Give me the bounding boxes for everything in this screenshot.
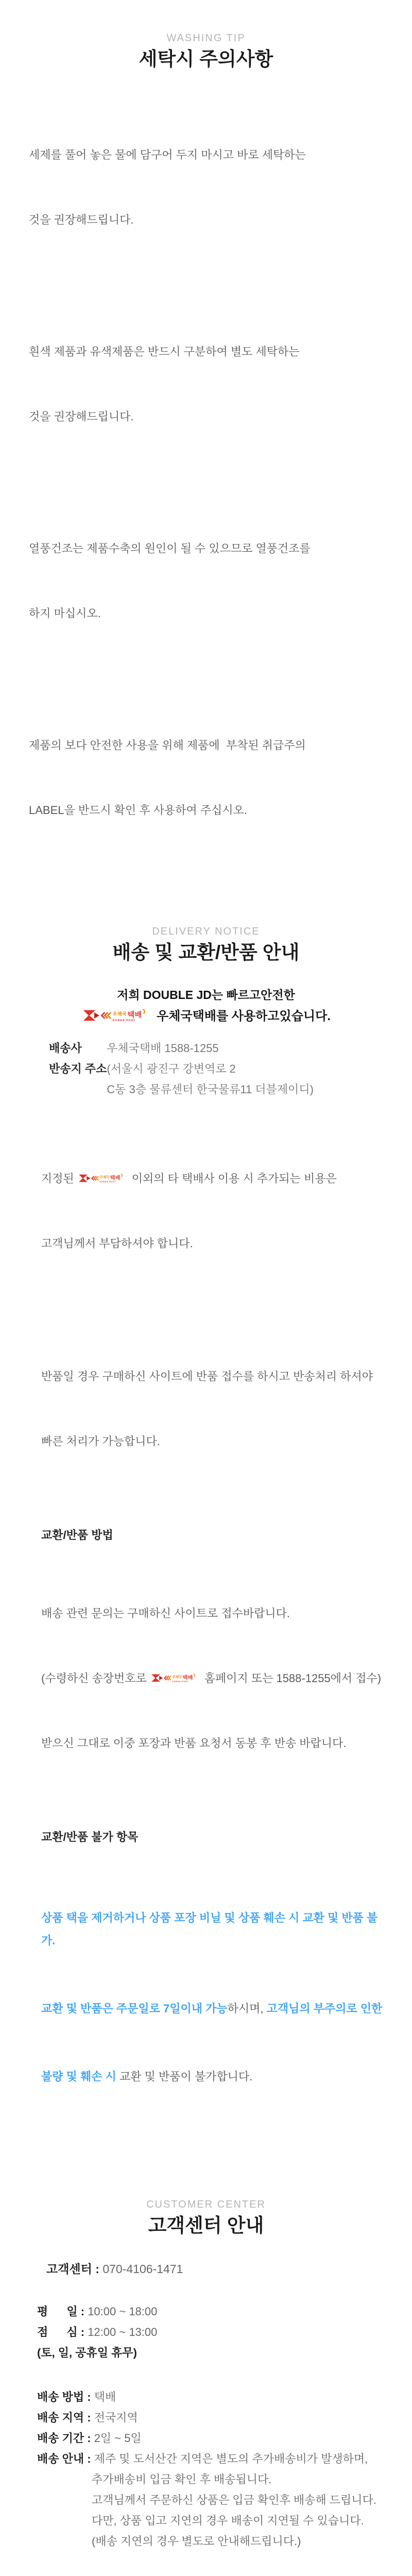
shipping-label: 배송 방법 [37,2391,84,2403]
phone-label: 고객센터 [46,2262,92,2276]
delivery-intro [0,986,412,1026]
label-separator: : [84,2391,94,2403]
text-line: 배송 관련 문의는 구매하신 사이트로 접수바랍니다. [41,1607,290,1620]
shipping-info [37,2387,391,2552]
text-line: 하지 마십시오. [29,607,101,620]
shipping-note-line: 고객님께서 주문하신 상품은 입금 확인후 배송해 드립니다. [92,2494,376,2506]
delivery-body [41,1125,391,2133]
text-line: 고객님께서 부담하셔야 합니다. [41,1237,193,1250]
text-segment: 교환 및 반품은 주문일로 7일이내 가능 [41,2002,228,2015]
business-hours [37,2301,391,2363]
hours-row [37,2301,391,2322]
shipping-value: 전국지역 [94,2411,138,2424]
svg-text:택배: 택배 [182,1675,193,1681]
svg-text:우체국: 우체국 [172,1675,182,1679]
return-paragraph [41,1323,391,1496]
shipping-note-line: 추가배송비 입금 확인 후 배송됩니다. [92,2473,272,2486]
delivery-eyebrow: DELIVERY NOTICE [152,926,260,937]
svg-text:우체국: 우체국 [99,1176,110,1179]
customer-phone-row [46,2261,412,2277]
text-segment: 홈페이지 또는 1588-1255에서 접수) [204,1672,382,1685]
carrier-paragraph [41,1125,391,1298]
shipping-value: 제주 및 도서산간 지역은 별도의 추가배송비가 발생하며, [94,2452,368,2465]
shipping-row [37,2408,391,2428]
exchange-method-heading: 교환/반품 방법 [41,1529,113,1541]
washing-title: 세탁시 주의사항 [139,48,273,70]
text-line [41,2065,391,2088]
svg-text:KOREA POST: KOREA POST [172,1680,188,1683]
phone-number: 070-4106-1471 [102,2262,183,2276]
info-row [49,1038,412,1059]
customer-center-section [0,2198,412,2552]
text-line: LABEL을 반드시 확인 후 사용하여 주십시오. [29,804,247,817]
text-line [41,1168,391,1190]
label-separator: : [84,2411,94,2424]
customer-title: 고객센터 안내 [148,2215,264,2236]
address-line: C동 3층 물류센터 한국물류11 더블제이디) [107,1083,314,1096]
shipping-value: 택배 [94,2391,116,2403]
svg-text:우체국: 우체국 [112,1011,127,1016]
text-line: 세제를 풀어 놓은 물에 담구어 두지 마시고 바로 세탁하는 [29,148,306,161]
intro-line-1: 저희 DOUBLE JD는 빠르고안전한 [117,988,295,1002]
delivery-title: 배송 및 교환/반품 안내 [112,942,300,963]
hours-value: 12:00 ~ 13:00 [88,2326,158,2338]
label-separator: : [84,2432,94,2445]
shipping-note-line: 다만, 상품 입고 지연의 경우 배송이 지연될 수 있습니다. [92,2514,364,2527]
text-line [41,1668,391,1689]
customer-eyebrow: CUSTOMER CENTER [146,2199,266,2210]
text-segment: 이외의 타 택배사 이용 시 추가되는 비용은 [131,1172,337,1185]
text-line [41,1997,391,2020]
shipping-label: 배송 기간 [37,2432,84,2445]
customer-body [37,2301,391,2552]
info-value [107,1059,314,1100]
shipping-row [37,2449,391,2469]
text-line: 상품 택을 제거하거나 상품 포장 비닐 및 상품 훼손 시 교환 및 반품 불가. [41,1911,378,1947]
text-line: 빠른 처리가 가능합니다. [41,1435,160,1448]
shipping-value: 2일 ~ 5일 [94,2432,142,2445]
label-separator: : [77,2305,88,2318]
text-line: 받으신 그대로 이중 포장과 반품 요청서 동봉 후 반송 바랍니다. [41,1737,347,1750]
closed-note: (토, 일, 공휴일 휴무) [37,2346,137,2359]
text-line: 제품의 보다 안전한 사용을 위해 제품에 부착된 취급주의 [29,739,306,752]
svg-text:KOREA POST: KOREA POST [99,1180,116,1183]
intro-line-2-text: 우체국택배를 사용하고있습니다. [157,1009,331,1023]
text-line: 열풍건조는 제품수축의 원인이 될 수 있으므로 열풍건조를 [29,542,311,555]
text-segment: 고객님의 부주의로 인한 [266,2002,383,2015]
text-line: 흰색 제품과 유색제품은 반드시 구분하여 별도 세탁하는 [29,345,300,358]
text-line: 것을 권장해드립니다. [29,213,134,226]
info-value: 우체국택배 1588-1255 [107,1042,219,1055]
delivery-info-rows [49,1038,412,1100]
info-row [49,1059,412,1100]
korea-post-logo-icon [78,1172,128,1184]
text-segment: 교환 및 반품이 불가합니다. [119,2070,253,2083]
washing-paragraph [29,298,391,471]
text-segment: 하시며, [227,2002,267,2015]
shipping-row [37,2428,391,2449]
washing-paragraph [29,691,391,865]
washing-tip-section [0,32,412,865]
washing-paragraphs [29,101,391,865]
text-segment: 불량 및 훼손 시 [41,2070,119,2083]
hours-value: 10:00 ~ 18:00 [88,2305,158,2318]
svg-text:KOREA POST: KOREA POST [112,1019,136,1023]
text-segment: 지정된 [41,1172,74,1185]
svg-text:택배: 택배 [127,1011,142,1020]
label-separator: : [77,2326,88,2338]
no-return-paragraph [41,1861,391,2133]
korea-post-logo-icon [81,1007,153,1024]
shipping-note-line: (배송 지연의 경우 별도로 안내해드립니다.) [92,2535,301,2548]
label-separator: : [92,2262,103,2276]
text-line: 것을 권장해드립니다. [29,410,134,423]
info-label: 반송지 주소 [49,1062,107,1075]
label-separator: : [84,2452,94,2465]
hours-label: 평 일 [37,2305,78,2318]
address-line: (서울시 광진구 강변역로 2 [107,1062,236,1075]
shipping-label: 배송 안내 [37,2452,84,2465]
svg-text:택배: 택배 [110,1175,121,1181]
washing-paragraph [29,101,391,274]
info-label: 배송사 [49,1042,82,1055]
no-return-heading: 교환/반품 불가 항목 [41,1831,139,1843]
exchange-method-paragraph [41,1560,391,1798]
hours-label: 점 심 [37,2326,78,2338]
text-segment: (수령하신 송장번호로 [41,1672,147,1685]
delivery-notice-section [0,925,412,2133]
text-line: 반품일 경우 구매하신 사이트에 반품 접수를 하시고 반송처리 하셔야 [41,1370,373,1383]
washing-paragraph [29,495,391,668]
shipping-label: 배송 지역 [37,2411,84,2424]
shipping-row [37,2387,391,2408]
hours-row [37,2322,391,2343]
korea-post-logo-icon [151,1672,200,1684]
intro-line-2 [0,1007,412,1026]
washing-eyebrow: WASHING TIP [166,32,246,44]
